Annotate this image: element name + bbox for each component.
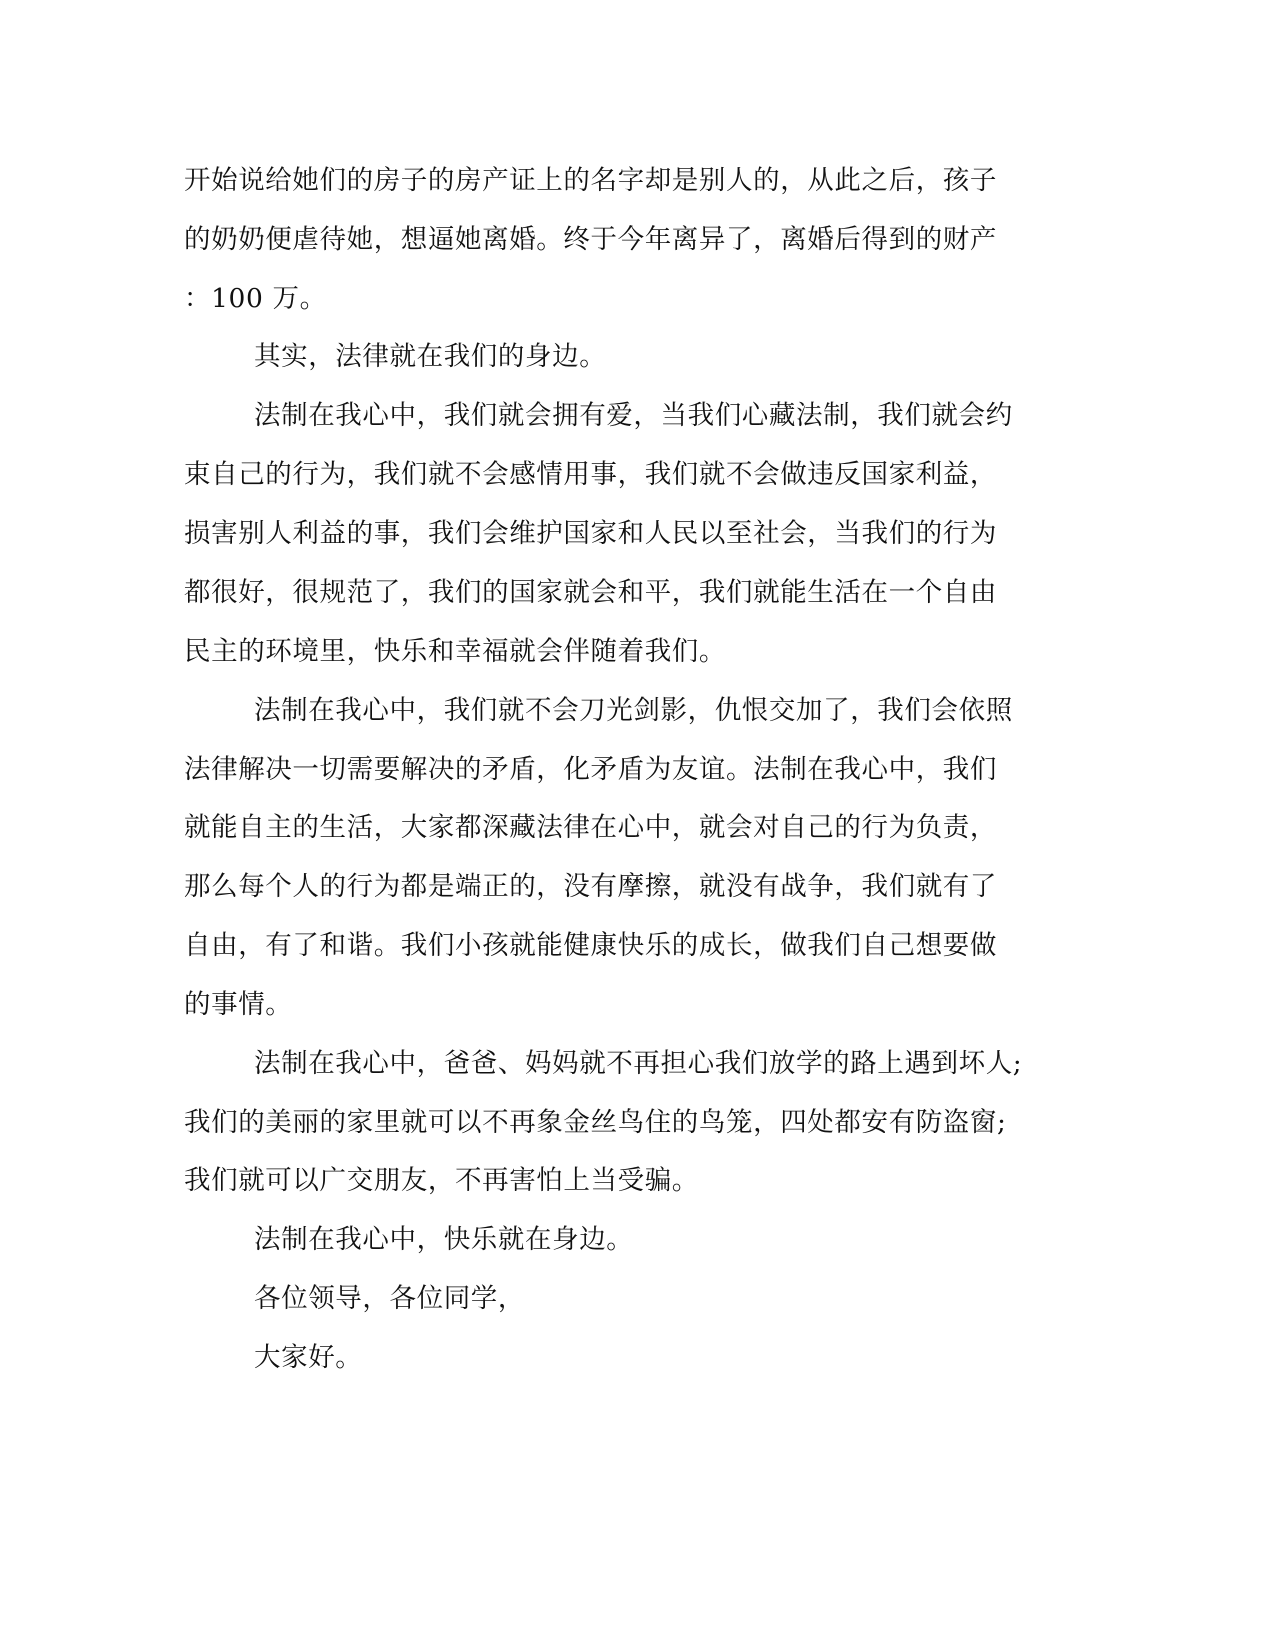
text-line: 的事情。 <box>184 989 293 1020</box>
text-line: 的奶奶便虐待她，想逼她离婚。终于今年离异了，离婚后得到的财产 <box>184 224 997 255</box>
text-line: 都很好，很规范了，我们的国家就会和平，我们就能生活在一个自由 <box>184 577 997 608</box>
text-line: 自由，有了和谐。我们小孩就能健康快乐的成长，做我们自己想要做 <box>184 930 997 961</box>
text-line: 我们的美丽的家里就可以不再象金丝鸟住的鸟笼，四处都安有防盗窗; <box>184 1107 1007 1138</box>
text-line: 大家好。 <box>254 1342 363 1373</box>
text-line: 那么每个人的行为都是端正的，没有摩擦，就没有战争，我们就有了 <box>184 871 997 902</box>
text-line: 民主的环境里，快乐和幸福就会伴随着我们。 <box>184 636 726 667</box>
text-line: 开始说给她们的房子的房产证上的名字却是别人的，从此之后，孩子 <box>184 165 997 196</box>
text-line: 我们就可以广交朋友，不再害怕上当受骗。 <box>184 1165 699 1196</box>
text-line: 其实，法律就在我们的身边。 <box>254 341 607 372</box>
text-line: 各位领导，各位同学， <box>254 1283 525 1314</box>
text-line: ：100 万。 <box>184 283 327 314</box>
text-line: 就能自主的生活，大家都深藏法律在心中，就会对自己的行为负责， <box>184 812 997 843</box>
text-line: 法制在我心中，我们就不会刀光剑影，仇恨交加了，我们会依照 <box>254 695 1013 726</box>
text-line: 法律解决一切需要解决的矛盾，化矛盾为友谊。法制在我心中，我们 <box>184 754 997 785</box>
text-line: 法制在我心中，快乐就在身边。 <box>254 1224 634 1255</box>
text-line: 损害别人利益的事，我们会维护国家和人民以至社会，当我们的行为 <box>184 518 997 549</box>
text-line: 法制在我心中，爸爸、妈妈就不再担心我们放学的路上遇到坏人; <box>254 1048 1023 1079</box>
text-line: 法制在我心中，我们就会拥有爱，当我们心藏法制，我们就会约 <box>254 400 1013 431</box>
text-line: 束自己的行为，我们就不会感情用事，我们就不会做违反国家利益， <box>184 459 997 490</box>
